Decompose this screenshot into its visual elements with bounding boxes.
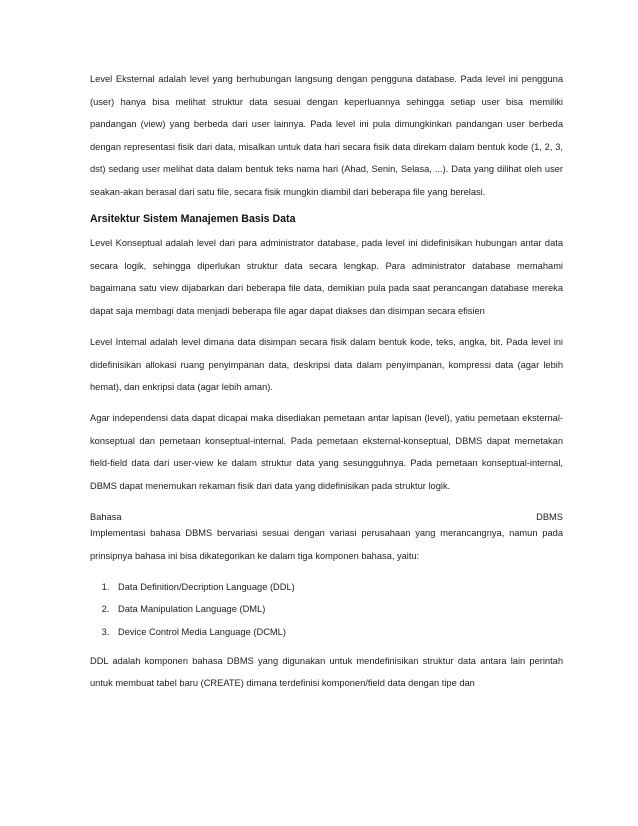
section-heading: Arsitektur Sistem Manajemen Basis Data — [90, 213, 296, 226]
paragraph-level-eksternal: Level Eksternal adalah level yang berhubungan langsung dengan pengguna database. Pada level ini pengguna (user) hanya bisa melihat struktur data sesuai dengan keperluannya sehingga setiap user bisa memiliki pandangan (view) yang berbeda dari user lainnya. Pada level ini pula dimungkinkan pandangan user berbeda dengan representasi fisik dari data, misalkan untuk data hari secara fisik data direkam dalam bentuk kode (1, 2, 3, dst) sedang user melihat data dalam bentuk teks nama hari (Ahad, Senin, Selasa, ...). Data yang dilihat oleh user seakan-akan berasal dari satu file, secara fisik mungkin diambil dari beberapa file yang berelasi. — [90, 74, 563, 197]
paragraph-ddl: DDL adalah komponen bahasa DBMS yang digunakan untuk mendefinisikan struktur data antara lain perintah untuk membuat tabel baru (CREATE) dimana terdefinisi komponen/field data dengan tipe dan — [90, 655, 563, 689]
paragraph-implementasi: Implementasi bahasa DBMS bervariasi sesuai dengan variasi perusahaan yang merancangnya, namun pada prinsipnya bahasa ini bisa dikategorikan ke dalam tiga komponen bahasa, yaitu: — [90, 528, 563, 561]
paragraph-level-konseptual: Level Konseptual adalah level dari para administrator database, pada level ini didefinisikan hubungan antar data secara logik, sehingga diperlukan struktur data secara lengkap. Para administrator database memahami bagaimana satu view dijabarkan dari beberapa file data, demikian pula pada saat perancangan database mereka dapat saja membagi data menjadi beberapa file agar dapat diakses dan disimpan secara efisien — [90, 238, 563, 316]
bahasa-word: Bahasa — [90, 512, 122, 523]
paragraph-independensi: Agar independensi data dapat dicapai maka disediakan pemetaan antar lapisan (level), yatiu pemetaan eksternal-konseptual dan pemetaan konseptual-internal. Pada pemetaan eksternal-konseptual, DBMS dapat memetakan field-field data dari user-view ke dalam struktur data yang sesungguhnya. Pada pemetaan konseptual-internal, DBMS dapat menemukan rekaman fisik dari data yang didefinisikan pada struktur logik. — [90, 413, 563, 491]
list-item: 1. Data Definition/Decription Language (DDL) — [112, 576, 563, 599]
dbms-word: DBMS — [536, 512, 563, 523]
list-item: 3. Device Control Media Language (DCML) — [112, 621, 563, 644]
language-component-list — [90, 576, 563, 644]
document-page — [90, 68, 563, 703]
list-item: 2. Data Manipulation Language (DML) — [112, 598, 563, 621]
paragraph-level-internal: Level Internal adalah level dimana data disimpan secara fisik dalam bentuk kode, teks, angka, bit. Pada level ini didefinisikan allokasi ruang penyimpanan data, deskripsi data dalam penyimpanan, kompressi data (agar lebih hemat), dan enkripsi data (agar lebih aman). — [90, 336, 563, 393]
